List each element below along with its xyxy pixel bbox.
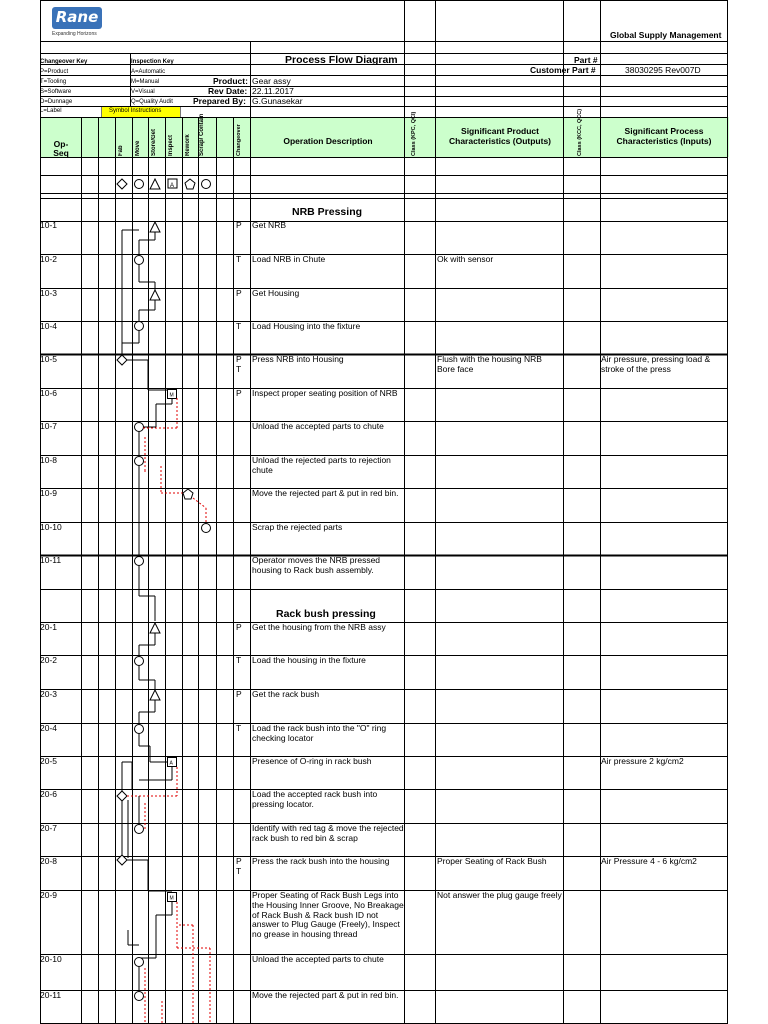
operation-description-cell: Load NRB in Chute <box>252 254 326 264</box>
col-inspect: Inspect <box>168 134 174 156</box>
store-triangle-icon <box>150 179 160 189</box>
move-circle-icon <box>202 524 211 533</box>
customer-part-label: Customer Part # <box>530 65 596 75</box>
symbol-instructions-label: Symbol Instructions <box>109 108 162 114</box>
logo-tagline: Expanding Horizons <box>52 31 97 37</box>
op-seq-cell: 10-7 <box>40 421 58 431</box>
op-seq-cell: 20-3 <box>40 689 58 699</box>
operation-description-cell: Press the rack bush into the housing <box>252 856 390 866</box>
move-circle-icon <box>135 992 144 1001</box>
op-seq-cell: 10-10 <box>40 522 62 532</box>
company-unit: Global Supply Management <box>610 30 722 40</box>
operation-description-cell: Move the rejected part & put in red bin. <box>252 488 399 498</box>
prepared-by-value: G.Gunasekar <box>252 96 303 106</box>
op-seq-cell: 20-11 <box>40 990 62 1000</box>
operation-description-cell: Identify with red tag & move the rejected rack bush to red bin & scrap <box>252 823 404 843</box>
store-triangle-icon <box>150 290 160 300</box>
operation-description-cell: Unload the accepted parts to chute <box>252 421 384 431</box>
store-triangle-icon <box>150 222 160 232</box>
rev-date-label: Rev Date: <box>208 86 248 96</box>
changeover-key-item: T=Tooling <box>40 79 67 85</box>
col-op-seq: Op- Seq <box>53 139 69 158</box>
operation-description-cell: Scrap the rejected parts <box>252 522 343 532</box>
col-fab: Fab <box>118 145 124 156</box>
op-seq-cell: 20-5 <box>40 756 58 766</box>
section-title: NRB Pressing <box>292 206 363 218</box>
inspection-key-title: Inspection Key <box>131 59 174 65</box>
move-circle-icon <box>135 825 144 834</box>
inspection-key-item: A=Automatic <box>131 69 166 75</box>
operation-description-cell: Load the housing in the fixture <box>252 655 366 665</box>
part-label: Part # <box>574 55 598 65</box>
product-value: Gear assy <box>252 76 291 86</box>
op-seq-cell: 10-5 <box>40 354 58 364</box>
changeover-cell: T <box>236 655 242 665</box>
fab-diamond-icon <box>117 179 127 189</box>
operation-description-cell: Get NRB <box>252 220 287 230</box>
operation-description-cell: Unload the rejected parts to rejection chute <box>252 455 391 475</box>
product-characteristics-cell: Not answer the plug gauge freely <box>437 890 562 900</box>
changeover-key-item: D=Dunnage <box>40 99 73 105</box>
reject-flow-line <box>193 498 206 508</box>
customer-part-value: 38030295 Rev007D <box>625 65 701 75</box>
changeover-key-title: Changeover Key <box>40 59 88 65</box>
inspect-square-letter: A <box>170 183 175 189</box>
operation-description-cell: Inspect proper seating position of NRB <box>252 388 398 398</box>
move-circle-icon <box>135 657 144 666</box>
op-seq-cell: 20-9 <box>40 890 58 900</box>
changeover-cell: T <box>236 321 242 331</box>
operation-description-cell: Get the housing from the NRB assy <box>252 622 386 632</box>
inspect-square-letter: M <box>169 895 174 902</box>
col-class-kcc: Class (KCC, QCC) <box>577 108 583 156</box>
col-scrap-contain: Scrap/ Contain <box>199 113 205 156</box>
inspect-square-letter: M <box>169 392 174 399</box>
move-circle-icon <box>135 725 144 734</box>
operation-description-cell: Unload the accepted parts to chute <box>252 954 384 964</box>
operation-description-cell: Get Housing <box>252 288 300 298</box>
changeover-key-item: L=Label <box>40 108 62 114</box>
op-seq-cell: 10-9 <box>40 488 58 498</box>
rev-date-value: 22.11.2017 <box>252 86 294 96</box>
process-characteristics-cell: Air Pressure 4 - 6 kg/cm2 <box>601 856 697 866</box>
col-move: Move <box>135 140 141 156</box>
move-circle-icon <box>135 557 144 566</box>
move-circle-icon <box>135 180 144 189</box>
changeover-cell: P T <box>236 354 242 374</box>
col-store-get: Store/Get <box>151 128 157 156</box>
inspection-key-item: M=Manual <box>131 79 160 85</box>
fab-diamond-icon <box>117 791 127 801</box>
op-seq-cell: 10-6 <box>40 388 58 398</box>
page-title: Process Flow Diagram <box>285 54 398 66</box>
operation-description-cell: Load Housing into the fixture <box>252 321 361 331</box>
changeover-cell: P <box>236 288 242 298</box>
col-changeover: Changeover <box>236 124 242 156</box>
col-operation-description: Operation Description <box>283 136 373 146</box>
op-seq-cell: 10-1 <box>40 220 58 230</box>
process-characteristics-cell: Air pressure, pressing load & stroke of the press <box>601 354 711 374</box>
changeover-key-item: P=Product <box>40 69 69 75</box>
op-seq-cell: 20-7 <box>40 823 58 833</box>
changeover-key-item: S=Software <box>40 89 72 95</box>
inspection-key-item: Q=Quality Audit <box>131 99 173 105</box>
product-characteristics-cell: Flush with the housing NRB Bore face <box>437 354 542 374</box>
op-seq-cell: 20-1 <box>40 622 58 632</box>
move-circle-icon <box>135 322 144 331</box>
store-triangle-icon <box>150 623 160 633</box>
move-circle-icon <box>135 256 144 265</box>
op-seq-cell: 20-4 <box>40 723 58 733</box>
product-label: Product: <box>213 76 248 86</box>
op-seq-cell: 10-2 <box>40 254 58 264</box>
changeover-cell: P <box>236 220 242 230</box>
op-seq-cell: 10-4 <box>40 321 58 331</box>
op-seq-cell: 10-8 <box>40 455 58 465</box>
prepared-by-label: Prepared By: <box>193 96 246 106</box>
op-seq-cell: 10-3 <box>40 288 58 298</box>
fab-diamond-icon <box>117 355 127 365</box>
rework-pentagon-icon <box>185 179 195 189</box>
col-rework: Rework <box>185 134 191 156</box>
operation-description-cell: Press NRB into Housing <box>252 354 344 364</box>
operation-description-cell: Get the rack bush <box>252 689 320 699</box>
changeover-cell: P <box>236 689 242 699</box>
move-circle-icon <box>135 457 144 466</box>
operation-description-cell: Proper Seating of Rack Bush Legs into the Housing Inner Groove, No Breakage of Rack Bush & Rack bush ID not answer to Plug Gauge (Freely), Inspect no grease in housing thread <box>252 890 404 940</box>
op-seq-cell: 20-2 <box>40 655 58 665</box>
operation-description-cell: Load the accepted rack bush into pressing locator. <box>252 789 378 809</box>
operation-description-cell: Operator moves the NRB pressed housing to Rack bush assembly. <box>252 555 381 575</box>
move-circle-icon <box>135 958 144 967</box>
inspection-key-item: V=Visual <box>131 89 155 95</box>
process-characteristics-cell: Air pressure 2 kg/cm2 <box>601 756 684 766</box>
changeover-cell: T <box>236 254 242 264</box>
changeover-cell: T <box>236 723 242 733</box>
op-seq-cell: 20-6 <box>40 789 58 799</box>
operation-description-cell: Load the rack bush into the "O" ring checking locator <box>252 723 387 743</box>
store-triangle-icon <box>150 690 160 700</box>
col-process-characteristics: Significant Process Characteristics (Inputs) <box>616 126 712 146</box>
op-seq-cell: 20-10 <box>40 954 62 964</box>
changeover-cell: P <box>236 622 242 632</box>
product-characteristics-cell: Ok with sensor <box>437 254 494 264</box>
product-characteristics-cell: Proper Seating of Rack Bush <box>437 856 547 866</box>
changeover-cell: P T <box>236 856 242 876</box>
rework-pentagon-icon <box>183 489 193 499</box>
op-seq-cell: 10-11 <box>40 555 62 565</box>
changeover-cell: P <box>236 388 242 398</box>
op-seq-cell: 20-8 <box>40 856 58 866</box>
operation-description-cell: Move the rejected part & put in red bin. <box>252 990 399 1000</box>
move-circle-icon <box>135 423 144 432</box>
operation-description-cell: Presence of O-ring in rack bush <box>252 756 372 766</box>
scrap-circle-icon <box>202 180 211 189</box>
inspect-square-letter: A <box>169 760 173 767</box>
company-logo: Rane <box>52 7 102 29</box>
section-title: Rack bush pressing <box>276 608 376 620</box>
col-class-kpc: Class (KPC, QCI) <box>411 111 417 156</box>
col-product-characteristics: Significant Product Characteristics (Outputs) <box>448 126 552 146</box>
sheet-border <box>41 1 728 1024</box>
